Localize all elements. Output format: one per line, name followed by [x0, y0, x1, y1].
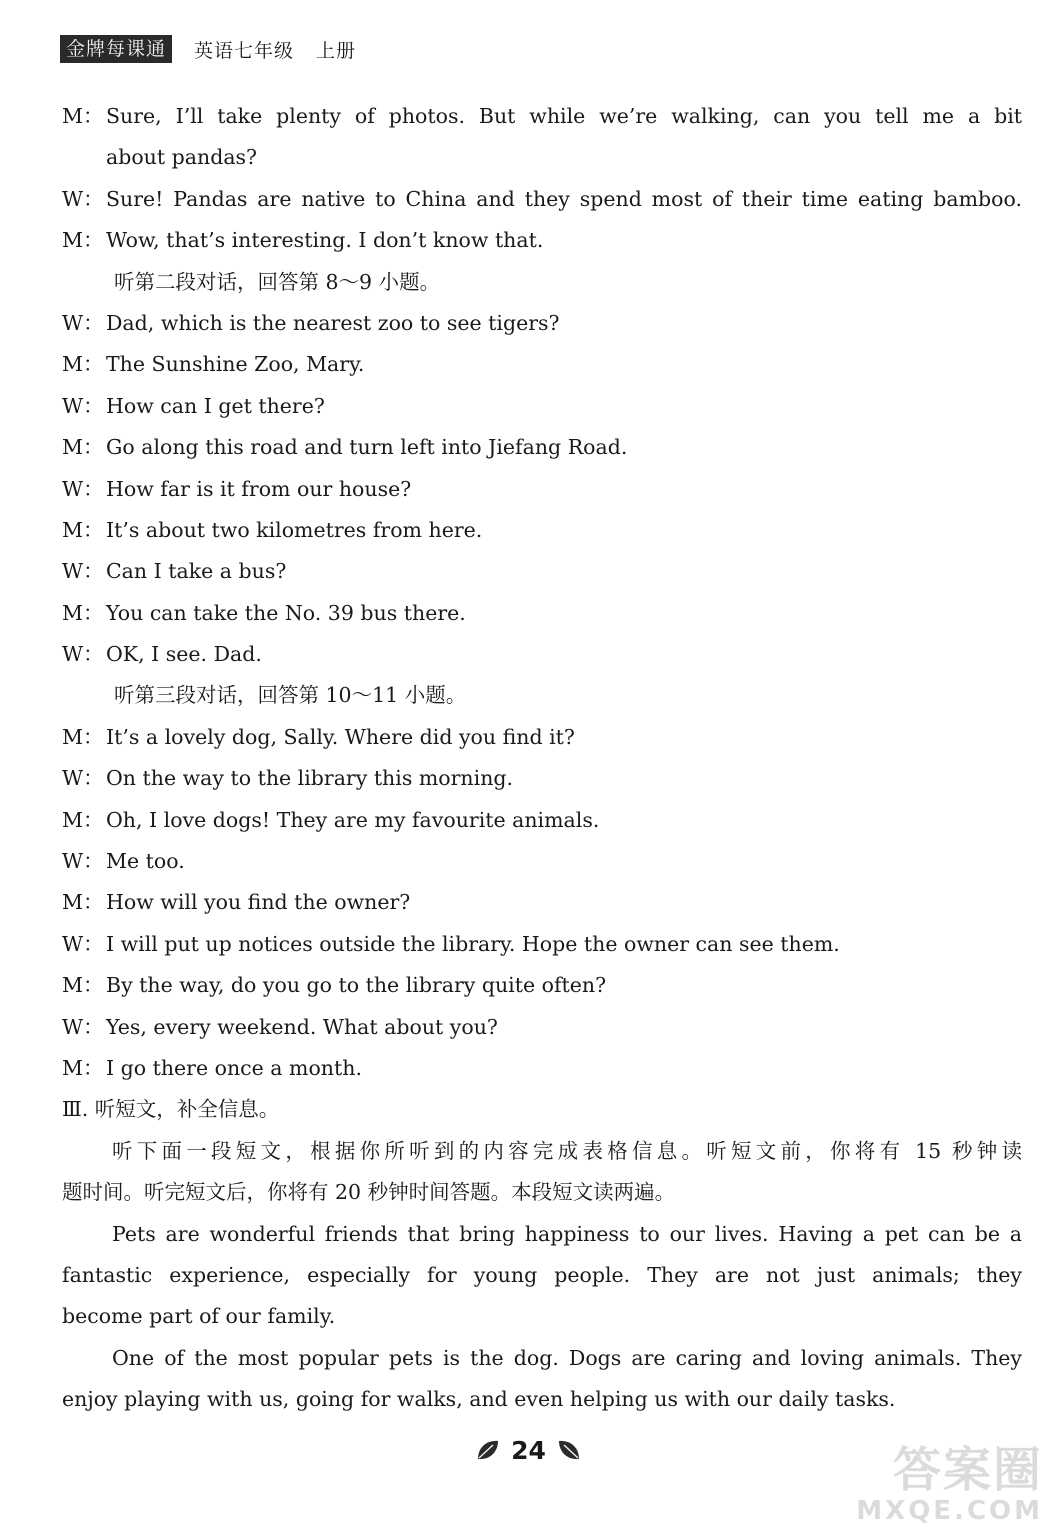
line-text: By the way, do you go to the library quite often?: [106, 973, 607, 998]
watermark-url: MXQE.COM: [856, 1496, 1043, 1526]
line-text: Oh, I love dogs! They are my favourite animals.: [106, 807, 600, 832]
speaker: W：: [62, 476, 104, 501]
dialogue-line: [62, 965, 1022, 1006]
dialogue-line: [62, 510, 1022, 551]
watermark: [856, 1444, 1043, 1526]
section-heading: Ⅲ. 听短文，补全信息。: [62, 1097, 280, 1122]
instruction-paragraph-line: 听下面一段短文，根据你所听到的内容完成表格信息。听短文前，你将有 15 秒钟读: [112, 1138, 1022, 1163]
page-header: [60, 34, 356, 64]
line-text: OK, I see. Dad.: [106, 642, 262, 667]
speaker: M：: [62, 724, 104, 749]
speaker: W：: [62, 1014, 104, 1039]
line-text: Wow, that’s interesting. I don’t know that.: [106, 228, 544, 253]
speaker: W：: [62, 186, 104, 211]
speaker: W：: [62, 642, 104, 667]
dialogue-line: [62, 96, 1022, 137]
speaker: W：: [62, 559, 104, 584]
dialogue-line: [62, 551, 1022, 592]
dialogue-line: [62, 1048, 1022, 1089]
dialogue-line: [62, 386, 1022, 427]
speaker: M：: [62, 228, 104, 253]
line-text: How will you find the owner?: [106, 890, 411, 915]
dialogue-line: [62, 179, 1022, 220]
dialogue-continuation: about pandas?: [106, 145, 258, 170]
line-text: Can I take a bus?: [106, 559, 287, 584]
speaker: M：: [62, 600, 104, 625]
line-text: It’s about two kilometres from here.: [106, 517, 483, 542]
dialogue-line: [62, 758, 1022, 799]
dialogue-line: [62, 634, 1022, 675]
dialogue-line: [62, 427, 1022, 468]
page-number: 24: [511, 1435, 546, 1465]
speaker: M：: [62, 104, 104, 128]
line-text: Sure! Pandas are native to China and they spend most of their time eating bamboo.: [106, 186, 1022, 211]
watermark-logo: 答案圈: [892, 1442, 1043, 1498]
line-text: I will put up notices outside the library. Hope the owner can see them.: [106, 931, 840, 956]
dialogue-line: [62, 841, 1022, 882]
line-text: How far is it from our house?: [106, 476, 412, 501]
dialogue-line: [62, 882, 1022, 923]
dialogue-line: [62, 593, 1022, 634]
passage-line: One of the most popular pets is the dog. Dogs are caring and loving animals. They: [112, 1345, 1022, 1370]
passage-line: enjoy playing with us, going for walks, and even helping us with our daily tasks.: [62, 1387, 896, 1412]
speaker: W：: [62, 393, 104, 418]
instruction-paragraph-line: 题时间。听完短文后，你将有 20 秒钟时间答题。本段短文读两遍。: [62, 1180, 676, 1205]
section-instruction: 听第三段对话，回答第 10～11 小题。: [114, 683, 467, 708]
speaker: W：: [62, 766, 104, 791]
speaker: W：: [62, 310, 104, 335]
line-text: I go there once a month.: [106, 1055, 362, 1080]
line-text: Me too.: [106, 849, 185, 874]
dialogue-line: [62, 924, 1022, 965]
passage-line: become part of our family.: [62, 1304, 336, 1329]
dialogue-line: [62, 717, 1022, 758]
leaf-ornament-icon: [475, 1437, 501, 1463]
dialogue-line: [62, 220, 1022, 261]
line-text: Go along this road and turn left into Jiefang Road.: [106, 435, 628, 460]
speaker: W：: [62, 931, 104, 956]
dialogue-line: [62, 344, 1022, 385]
speaker: M：: [62, 352, 104, 377]
dialogue-line: [62, 303, 1022, 344]
leaf-ornament-icon: [556, 1437, 582, 1463]
line-text: On the way to the library this morning.: [106, 766, 514, 791]
speaker: W：: [62, 849, 104, 874]
passage-line: Pets are wonderful friends that bring happiness to our lives. Having a pet can be a: [112, 1221, 1022, 1246]
line-text: The Sunshine Zoo, Mary.: [106, 352, 365, 377]
page-content: [62, 96, 1022, 1421]
line-text: You can take the No. 39 bus there.: [106, 600, 466, 625]
passage-line: fantastic experience, especially for young people. They are not just animals; they: [62, 1262, 1022, 1287]
book-volume: 上册: [316, 39, 357, 62]
line-text: Dad, which is the nearest zoo to see tigers?: [106, 310, 560, 335]
section-instruction: 听第二段对话，回答第 8～9 小题。: [114, 269, 441, 294]
line-text: Yes, every weekend. What about you?: [106, 1014, 498, 1039]
line-text: It’s a lovely dog, Sally. Where did you find it?: [106, 724, 575, 749]
speaker: M：: [62, 890, 104, 915]
speaker: M：: [62, 517, 104, 542]
speaker: M：: [62, 435, 104, 460]
speaker: M：: [62, 807, 104, 832]
book-subject: 英语七年级: [194, 39, 295, 62]
line-text: Sure, I’ll take plenty of photos. But while we’re walking, can you tell me a bit: [106, 104, 1022, 128]
series-brand: 金牌每课通: [60, 35, 172, 63]
dialogue-line: [62, 800, 1022, 841]
speaker: M：: [62, 1055, 104, 1080]
speaker: M：: [62, 973, 104, 998]
dialogue-line: [62, 469, 1022, 510]
dialogue-line: [62, 1007, 1022, 1048]
line-text: How can I get there?: [106, 393, 325, 418]
